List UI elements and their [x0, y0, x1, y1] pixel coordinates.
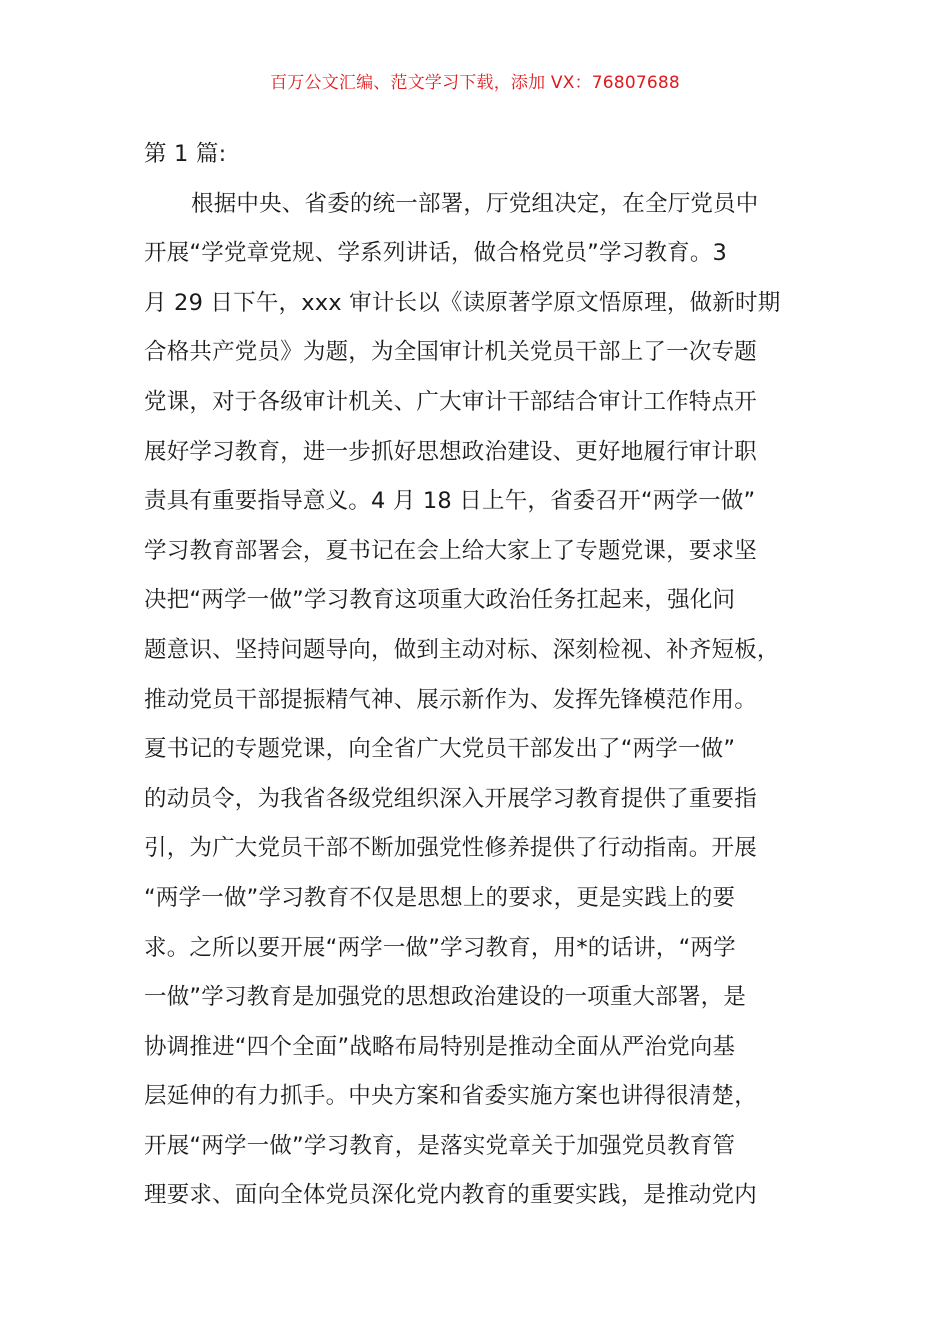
- watermark-header: 百万公文汇编、范文学习下载，添加 VX：76807688: [270, 73, 680, 93]
- paragraph-line: 责具有重要指导意义。4 月 18 日上午，省委召开“两学一做”: [144, 488, 756, 515]
- section-heading: 第 1 篇:: [144, 141, 227, 167]
- paragraph-line: 月 29 日下午，xxx 审计长以《读原著学原文悟原理，做新时期: [144, 289, 781, 316]
- paragraph-line: 题意识、坚持问题导向，做到主动对标、深刻检视、补齐短板，: [144, 636, 780, 663]
- article-body: [144, 130, 834, 1221]
- paragraph-line: 夏书记的专题党课，向全省广大党员干部发出了“两学一做”: [144, 736, 736, 763]
- paragraph-line: 一做”学习教育是加强党的思想政治建设的一项重大部署，是: [144, 984, 747, 1011]
- paragraph-line: 决把“两学一做”学习教育这项重大政治任务扛起来，强化问: [144, 587, 736, 614]
- paragraph-line: 开展“两学一做”学习教育，是落实党章关于加强党员教育管: [144, 1132, 736, 1159]
- paragraph-line: 协调推进“四个全面”战略布局特别是推动全面从严治党向基: [144, 1033, 736, 1060]
- paragraph-line: “两学一做”学习教育不仅是思想上的要求，更是实践上的要: [144, 884, 736, 911]
- paragraph-line: 推动党员干部提振精气神、展示新作为、发挥先锋模范作用。: [144, 686, 757, 713]
- paragraph-line: 理要求、面向全体党员深化党内教育的重要实践，是推动党内: [144, 1182, 757, 1209]
- paragraph-line: 引，为广大党员干部不断加强党性修养提供了行动指南。开展: [144, 835, 757, 862]
- paragraph-line: 展好学习教育，进一步抓好思想政治建设、更好地履行审计职: [144, 438, 757, 465]
- paragraph-line: 层延伸的有力抓手。中央方案和省委实施方案也讲得很清楚，: [144, 1083, 757, 1110]
- paragraph-line: 开展“学党章党规、学系列讲话，做合格党员”学习教育。3: [144, 240, 728, 267]
- paragraph-line: 学习教育部署会，夏书记在会上给大家上了专题党课，要求坚: [144, 537, 757, 564]
- paragraph-line: 党课，对于各级审计机关、广大审计干部结合审计工作特点开: [144, 388, 757, 415]
- paragraph-line: 根据中央、省委的统一部署，厅党组决定，在全厅党员中: [191, 190, 759, 217]
- paragraph-line: 的动员令，为我省各级党组织深入开展学习教育提供了重要指: [144, 785, 757, 812]
- paragraph-line: 合格共产党员》为题，为全国审计机关党员干部上了一次专题: [144, 339, 757, 366]
- paragraph-line: 求。之所以要开展“两学一做”学习教育，用*的话讲，“两学: [144, 934, 736, 961]
